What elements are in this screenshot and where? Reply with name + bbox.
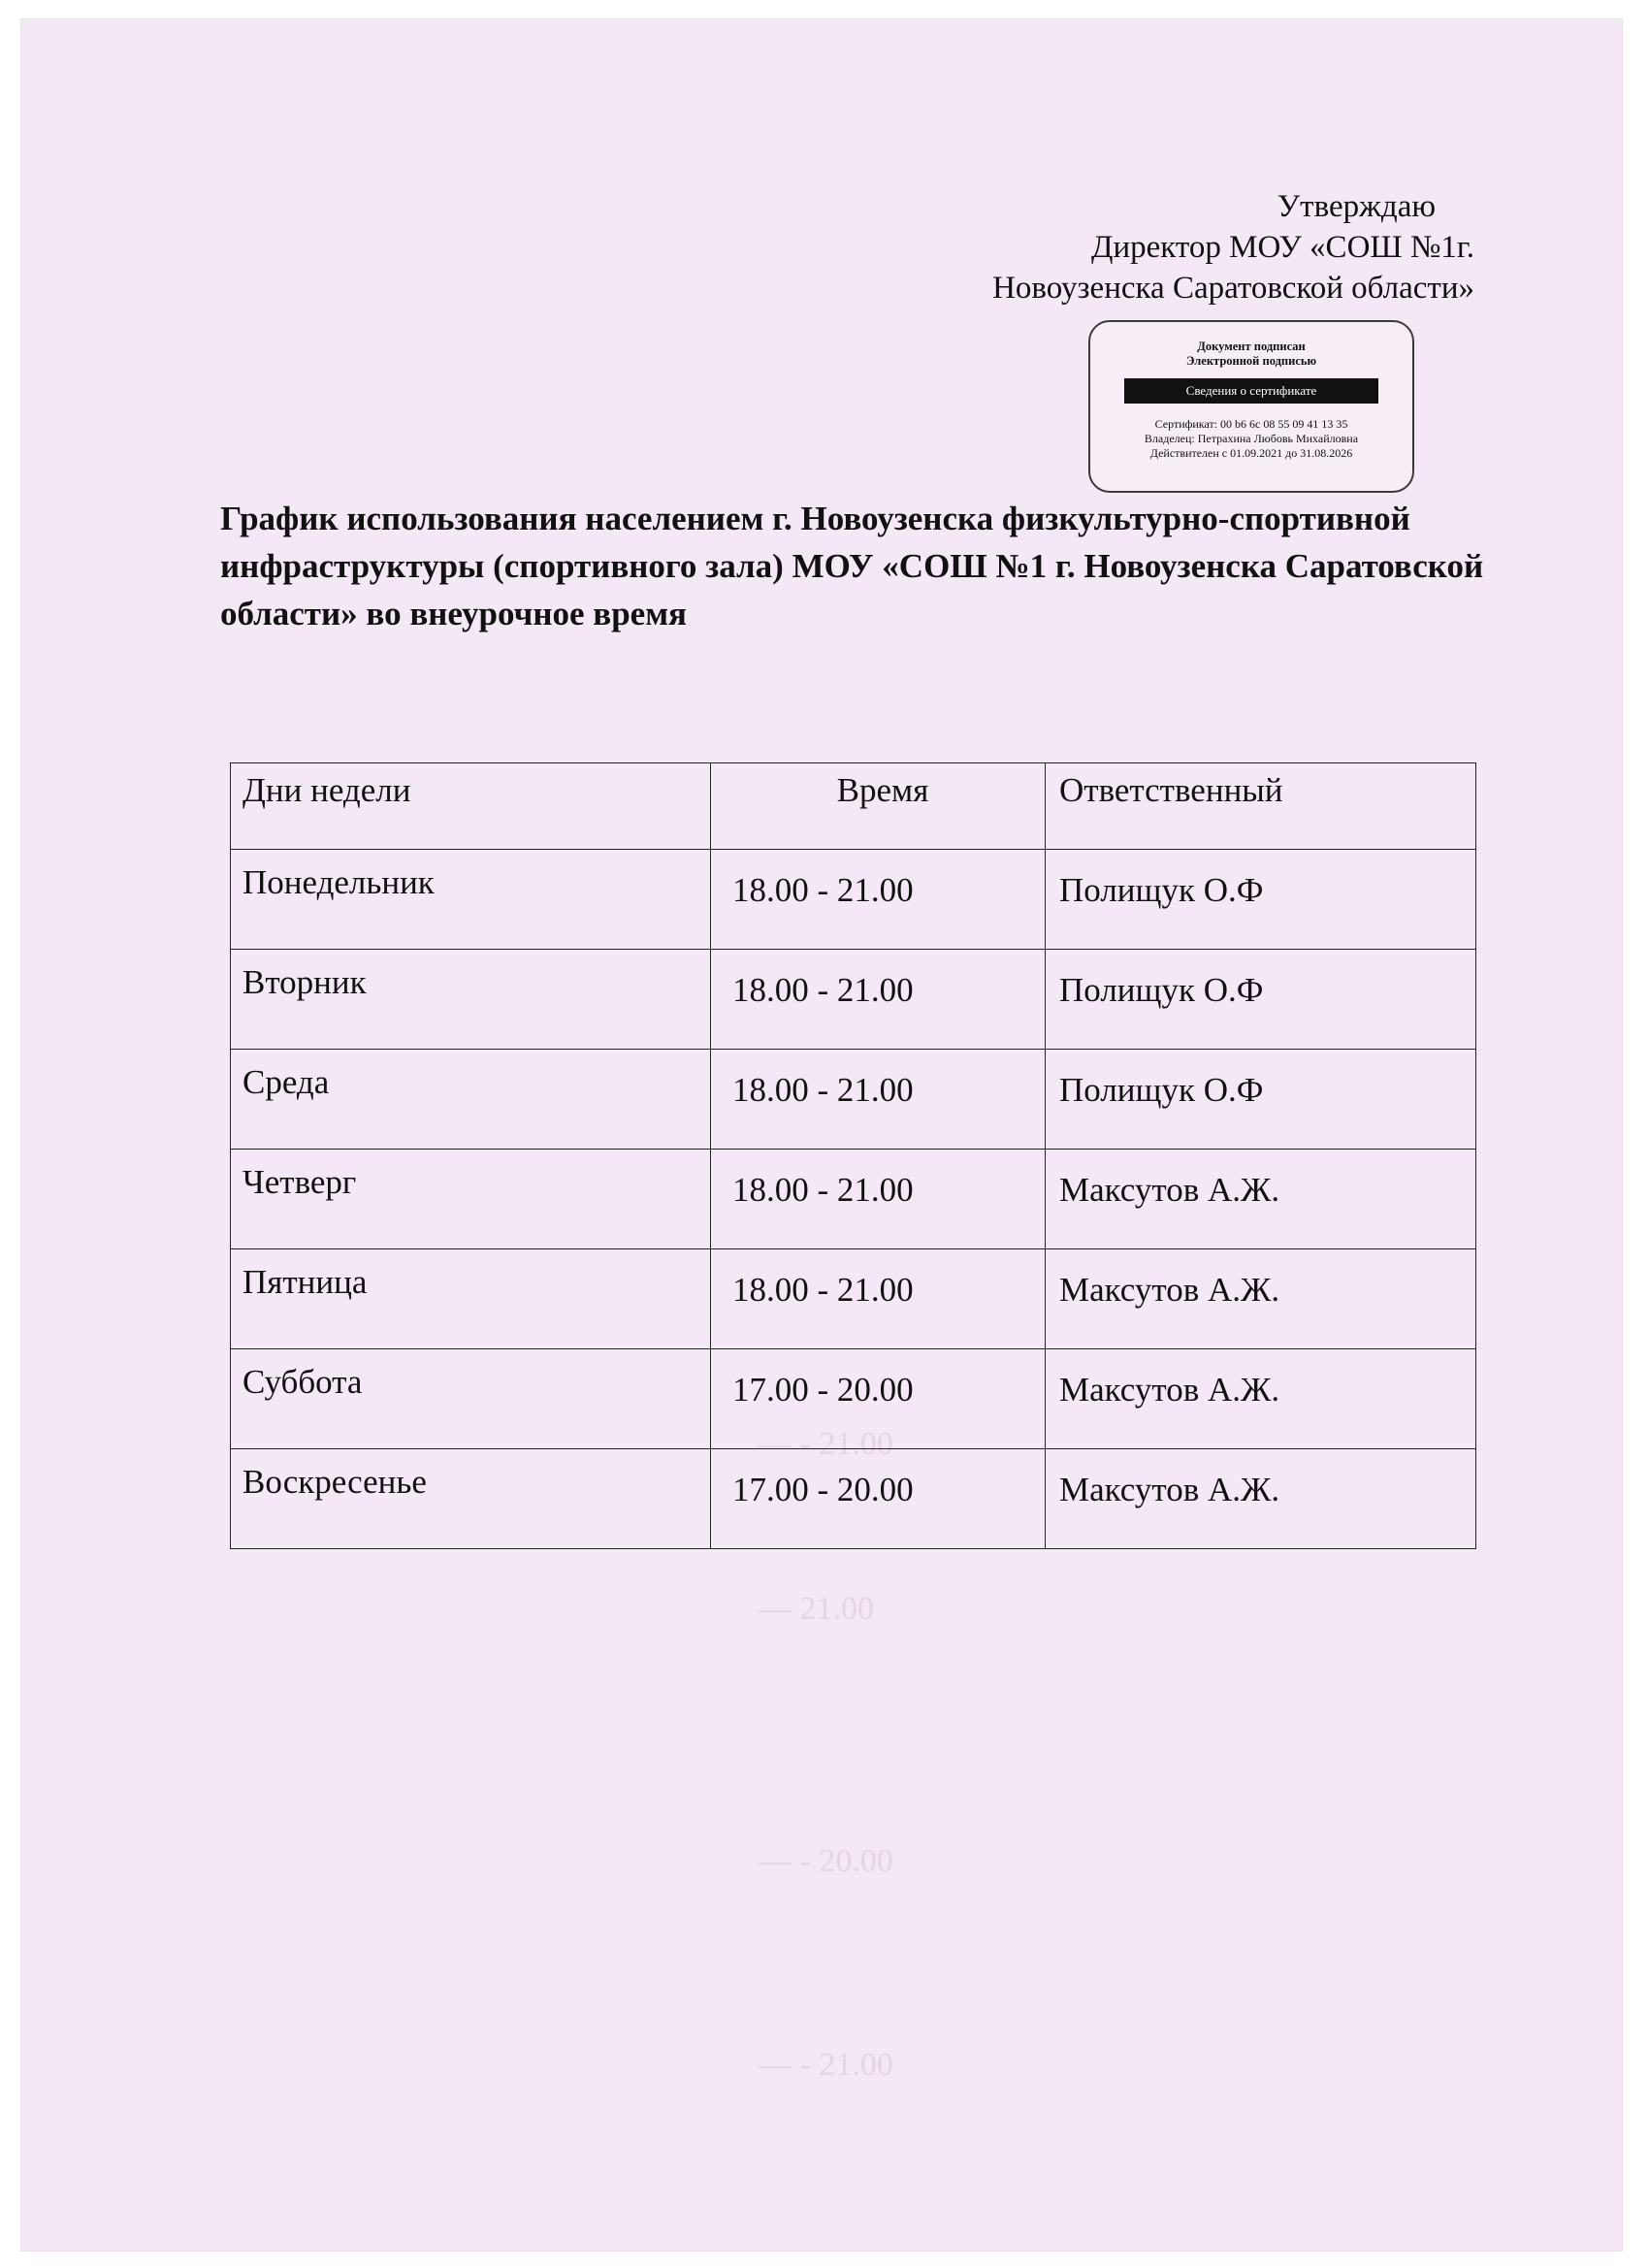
show-through-ghost: — 21.00 <box>759 1591 874 1627</box>
approval-line: Утверждаю <box>1277 189 1436 224</box>
cell-day: Суббота <box>231 1349 711 1449</box>
cell-day: Вторник <box>231 950 711 1050</box>
cell-day: Среда <box>231 1050 711 1150</box>
cell-time: 18.00 - 21.00 <box>711 950 1046 1050</box>
cell-time: 17.00 - 20.00 <box>711 1349 1046 1449</box>
cell-day: Понедельник <box>231 850 711 950</box>
header-responsible: Ответственный <box>1046 763 1476 850</box>
show-through-ghost: — - 21.00 <box>759 2047 893 2083</box>
cell-time: 18.00 - 21.00 <box>711 850 1046 950</box>
header-days: Дни недели <box>231 763 711 850</box>
table-row <box>231 1150 1476 1249</box>
table-header-row <box>231 763 1476 850</box>
cell-responsible: Максутов А.Ж. <box>1046 1249 1476 1349</box>
cell-responsible: Максутов А.Ж. <box>1046 1150 1476 1249</box>
cell-time: 17.00 - 20.00 <box>711 1449 1046 1549</box>
approval-line: Директор МОУ «СОШ №1г. <box>1090 230 1474 265</box>
table-row <box>231 950 1476 1050</box>
cell-time: 18.00 - 21.00 <box>711 1150 1046 1249</box>
stamp-owner: Владелец: Петрахина Любовь Михайловна <box>1144 432 1359 445</box>
approval-block <box>992 186 1474 308</box>
cell-responsible: Максутов А.Ж. <box>1046 1449 1476 1549</box>
certificate-details-button: Сведения о сертификате <box>1124 378 1378 404</box>
cell-day: Пятница <box>231 1249 711 1349</box>
stamp-title-line: Электронной подписью <box>1185 354 1317 368</box>
document-title: График использования населением г. Новоузенска физкультурно-спортивной инфраструктуры (спортивного зала) МОУ «СОШ №1 г. Новоузенска Саратовской области» во внеурочное время <box>220 500 1484 632</box>
table-row <box>231 1349 1476 1449</box>
cell-day: Воскресенье <box>231 1449 711 1549</box>
table-row <box>231 850 1476 950</box>
show-through-ghost: — - 20.00 <box>759 1843 893 1879</box>
cell-time: 18.00 - 21.00 <box>711 1249 1046 1349</box>
cell-responsible: Полищук О.Ф <box>1046 950 1476 1050</box>
show-through-ghost: — - 21.00 <box>759 1426 893 1462</box>
table-row <box>231 1050 1476 1150</box>
stamp-info <box>1090 417 1412 461</box>
stamp-title-line: Документ подписан <box>1197 340 1306 353</box>
schedule-table <box>230 762 1476 1549</box>
table-row <box>231 1449 1476 1549</box>
stamp-validity: Действителен с 01.09.2021 до 31.08.2026 <box>1149 446 1353 460</box>
cell-time: 18.00 - 21.00 <box>711 1050 1046 1150</box>
cell-responsible: Полищук О.Ф <box>1046 1050 1476 1150</box>
stamp-certificate: Сертификат: 00 b6 6c 08 55 09 41 13 35 <box>1154 417 1348 431</box>
electronic-signature-stamp <box>1088 320 1414 493</box>
approval-line: Новоузенска Саратовской области» <box>992 271 1474 306</box>
cell-day: Четверг <box>231 1150 711 1249</box>
document-page <box>21 19 1622 2251</box>
stamp-title <box>1090 340 1412 369</box>
table-row <box>231 1249 1476 1349</box>
cell-responsible: Полищук О.Ф <box>1046 850 1476 950</box>
header-time: Время <box>711 763 1046 850</box>
cell-responsible: Максутов А.Ж. <box>1046 1349 1476 1449</box>
